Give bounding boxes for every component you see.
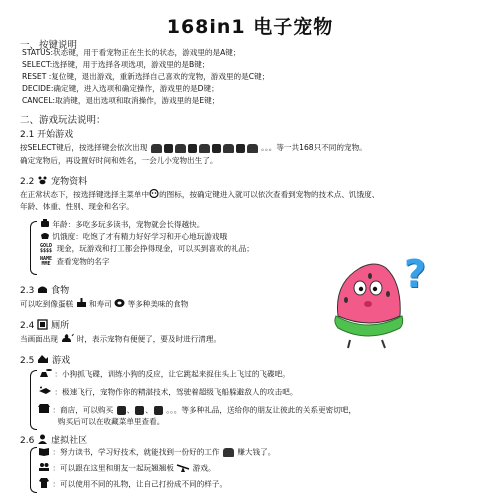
pet-sprite-icon: [236, 144, 245, 153]
list-item: ：商店，可以购买 、 、 。。。等多种礼品，送给你的朋友让彼此的关系更密切吧，: [38, 404, 356, 417]
bracket-decoration: [30, 447, 37, 493]
dressup-icon: [38, 478, 50, 491]
section-2-heading: 二、游戏玩法说明：: [20, 115, 106, 126]
sub-2-2-title: 2.2 宠物资料: [20, 177, 88, 187]
sub-2-3-line: 可以吃到像蛋糕 和寿司 等多种美味的食物: [20, 298, 188, 311]
sub-2-2-line1: 在正常状态下，按选择键选择主菜单中 的图标，按确定键进入就可以依次查看到宠物的技术点、饥饿度、: [20, 190, 380, 199]
sushi-icon: [114, 298, 125, 311]
cake-icon: [76, 298, 87, 311]
list-item: ：极速飞行，宠物作你的精湛技术，驾驶着超级飞船躲避敌人的攻击吧。: [38, 386, 297, 399]
list-item: ：可以使用不同的礼物，让自己打扮成不同的样子。: [38, 478, 227, 491]
list-item: ：努力读书，学习好技术，就能找到一份好的工作 赚大钱了。: [38, 446, 275, 459]
gift-icon: [117, 406, 126, 415]
gold-badge-icon: GOLD $$$$: [40, 243, 53, 254]
pet-sprite-icon: [188, 144, 197, 153]
hunger-icon: [40, 231, 50, 243]
shop-icon: [38, 404, 50, 417]
key-cancel-line: CANCEL:取消键，退出选项和取消操作，游戏里的是E键；: [22, 96, 220, 105]
sub-2-4-title: 2.4 厕所: [20, 318, 69, 333]
book-icon: [38, 446, 50, 459]
sub-2-5-title: 2.5 游戏: [20, 356, 71, 366]
sub-2-1-title: 2.1 开始游戏: [20, 130, 74, 140]
sub-2-5-note: 购买后可以在收藏菜单里查看。: [58, 417, 165, 426]
list-item: 饥饿度：吃饱了才有精力好好学习和开心地玩游戏哦: [40, 231, 227, 243]
paw-icon: [37, 175, 48, 188]
spaceship-icon: [38, 386, 52, 399]
section-1-heading: 一、按键说明: [20, 40, 78, 51]
work-icon: [223, 448, 234, 457]
pet-sprite-icon: [212, 144, 221, 153]
question-mark: ?: [404, 252, 427, 296]
sub-2-4-line: 当画面出现 时，表示宠物有便便了，要及时进行清理。: [20, 333, 221, 346]
pet-sprite-icon: [151, 144, 162, 153]
watermelon-mascot: [330, 252, 435, 350]
seesaw-icon: [176, 462, 190, 475]
list-item: ：小狗抓飞碟，训练小狗的反应，让它跳起来捉住头上飞过的飞碟吧。: [38, 368, 290, 381]
bracket-decoration: [30, 370, 37, 430]
sub-2-1-line1: 按SELECT键后，按选择键会依次出现 。。。等一共168只不同的宠物。: [20, 143, 367, 152]
pet-sprite-icon: [175, 144, 186, 153]
poop-icon: [60, 333, 74, 346]
menu-face-icon: [149, 189, 159, 201]
list-item: ：可以跟在这里和朋友一起玩翘翘板 游戏。: [38, 462, 216, 475]
bracket-decoration: [30, 221, 37, 275]
sub-2-6-title: 2.6 虚拟社区: [20, 436, 88, 446]
pet-sprite-icon: [199, 144, 210, 153]
list-item: NAME MME 查看宠物的名字: [40, 256, 110, 267]
list-item: 年龄：多吃多玩多读书，宠物就会长得越快。: [40, 219, 204, 231]
sub-2-1-line2: 确定宠物后，再设置好时间和姓名，一会儿小宠物出生了。: [20, 156, 218, 165]
list-item: GOLD $$$$ 现金，玩游戏和打工都会挣得现金，可以买到喜欢的礼品；: [40, 243, 254, 254]
key-decide-line: DECIDE:确定键，进入选项和确定操作，游戏里的是D键；: [22, 84, 219, 93]
game-icon: [37, 354, 49, 367]
key-reset-line: RESET :复位键，退出游戏，重新选择自己喜欢的宠物，游戏里的是C键；: [22, 72, 270, 81]
dog-frisbee-icon: [38, 368, 52, 381]
food-icon: [37, 284, 48, 297]
page-title: 168in1 电子宠物: [166, 16, 334, 38]
pet-sprite-icon: [247, 144, 258, 153]
toilet-icon: [37, 319, 48, 333]
key-select-line: SELECT:选择键，用于选择各项选项，游戏里的是B键；: [22, 60, 210, 69]
friends-icon: [38, 462, 50, 475]
pet-sprite-icon: [223, 144, 234, 153]
sub-2-2-line2: 年龄、体重、性别、现金和名字。: [20, 202, 134, 211]
pet-sprite-icon: [164, 144, 173, 153]
sub-2-3-title: 2.3 食物: [20, 286, 70, 296]
key-status-line: STATUS:状态键，用于看宠物正在生长的状态，游戏里的是A键；: [22, 48, 241, 57]
gift-icon: [135, 406, 144, 415]
gift-icon: [154, 406, 163, 415]
name-badge-icon: NAME MME: [40, 256, 53, 267]
age-icon: [40, 219, 50, 231]
